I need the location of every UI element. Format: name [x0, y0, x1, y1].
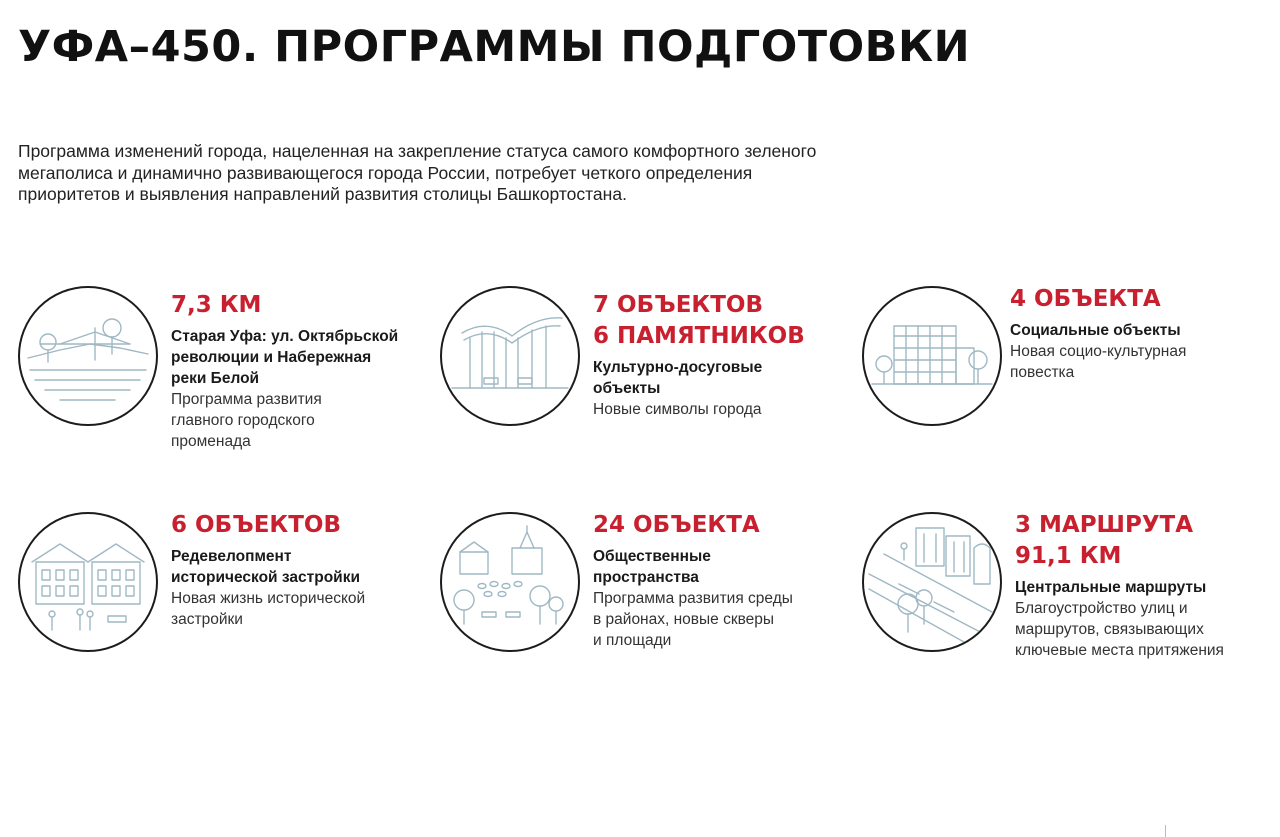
card-description: Благоустройство улиц и	[1015, 600, 1188, 617]
card-description: Новые символы города	[593, 401, 762, 418]
culture-pavilion-icon	[440, 286, 580, 426]
intro-paragraph: Программа изменений города, нацеленная на закрепление статуса самого комфортного зеленого мегаполиса и динамично развивающегося города России, потребует четкого определения приоритетов и выявления направлений развития столицы Башкортостана.	[18, 141, 817, 204]
stat-value: 3 МАРШРУТА	[1015, 512, 1194, 538]
stat-value: 91,1 КМ	[1015, 543, 1122, 569]
card-description: застройки	[171, 611, 243, 628]
historic-houses-icon	[18, 512, 158, 652]
social-building-icon	[862, 286, 1002, 426]
card-description: в районах, новые скверы	[593, 611, 775, 628]
card-description: Программа развития	[171, 391, 322, 408]
stat-value: 4 ОБЪЕКТА	[1010, 286, 1161, 312]
public-square-icon	[440, 512, 580, 652]
card-subtitle: революции и Набережная	[171, 349, 372, 366]
card-subtitle: Культурно-досуговые	[593, 359, 763, 376]
card-description: главного городского	[171, 412, 315, 429]
card-subtitle: Общественные	[593, 548, 711, 565]
card-subtitle: объекты	[593, 380, 661, 397]
page-edge-mark	[1165, 825, 1166, 837]
card-subtitle: Старая Уфа: ул. Октябрьской	[171, 328, 399, 345]
stat-value: 6 ПАМЯТНИКОВ	[593, 323, 805, 349]
card-description: и площади	[593, 632, 672, 649]
card-subtitle: реки Белой	[171, 370, 260, 387]
page-title: УФА–450. ПРОГРАММЫ ПОДГОТОВКИ	[18, 22, 971, 72]
card-description: Новая жизнь исторической	[171, 590, 366, 607]
card-description: Новая социо-культурная	[1010, 343, 1187, 360]
stat-value: 7,3 КМ	[171, 292, 262, 318]
card-description: Программа развития среды	[593, 590, 793, 607]
card-subtitle: Центральные маршруты	[1015, 579, 1207, 596]
card-subtitle: Редевелопмент	[171, 548, 292, 565]
stat-value: 24 ОБЪЕКТА	[593, 512, 760, 538]
card-subtitle: исторической застройки	[171, 569, 360, 586]
card-subtitle: пространства	[593, 569, 699, 586]
card-subtitle: Социальные объекты	[1010, 322, 1181, 339]
street-route-icon	[862, 512, 1002, 652]
card-description: променада	[171, 433, 251, 450]
stat-value: 6 ОБЪЕКТОВ	[171, 512, 341, 538]
card-description: ключевые места притяжения	[1015, 642, 1224, 659]
card-description: повестка	[1010, 364, 1075, 381]
card-description: маршрутов, связывающих	[1015, 621, 1204, 638]
stat-value: 7 ОБЪЕКТОВ	[593, 292, 763, 318]
riverside-promenade-icon	[18, 286, 158, 426]
